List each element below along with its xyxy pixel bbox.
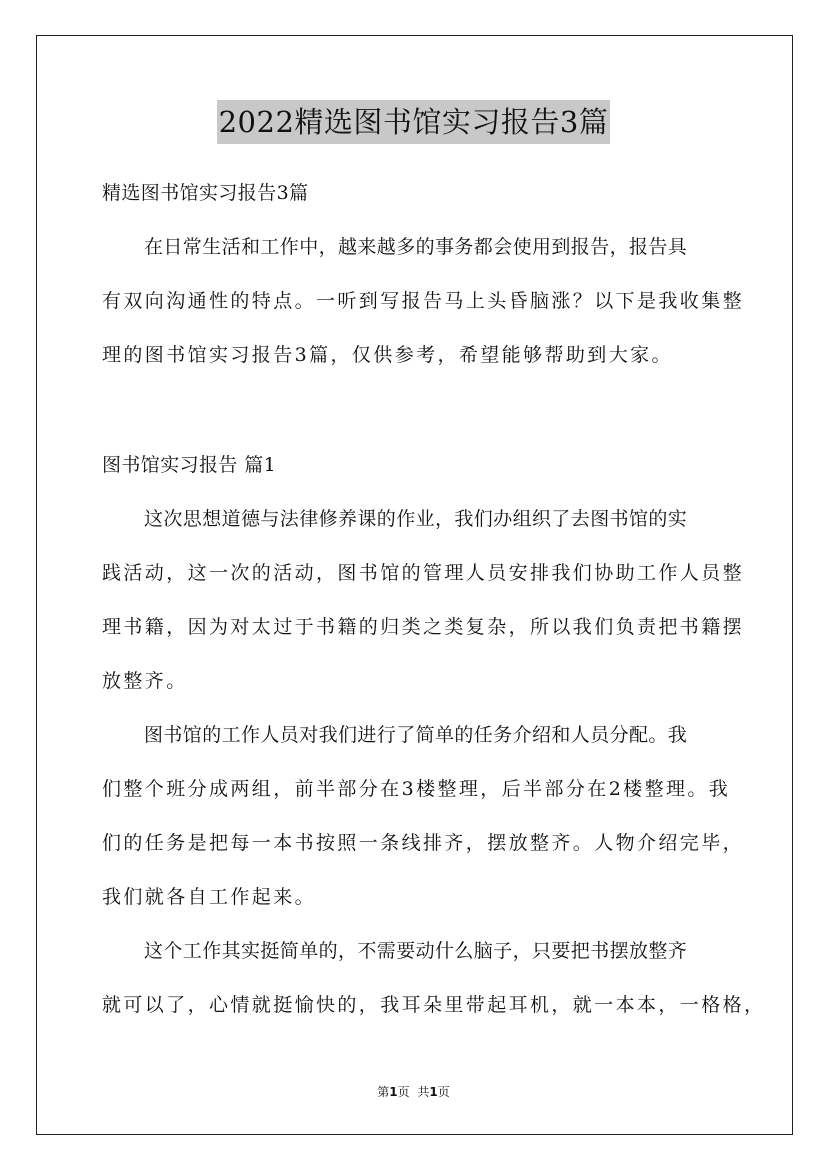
page-label-suffix: 页 [397, 1085, 410, 1099]
paragraph1-line-1: 这次思想道德与法律修养课的作业，我们办组织了去图书馆的实 [144, 508, 688, 530]
paragraph1-line-3: 理书籍，因为对太过于书籍的归类之类复杂，所以我们负责把书籍摆 [102, 616, 745, 638]
paragraph2-line-2: 们整个班分成两组，前半部分在3楼整理，后半部分在2楼整理。我 [102, 778, 731, 800]
section-heading: 图书馆实习报告 篇1 [102, 454, 277, 476]
intro-line-1: 在日常生活和工作中，越来越多的事务都会使用到报告，报告具 [144, 236, 688, 258]
total-suffix: 页 [437, 1085, 450, 1099]
paragraph1-line-4: 放整齐。 [102, 670, 188, 692]
total-prefix: 共 [417, 1085, 430, 1099]
paragraph1-line-2: 践活动，这一次的活动，图书馆的管理人员安排我们协助工作人员整 [102, 562, 745, 584]
document-title: 2022精选图书馆实习报告3篇 [217, 100, 611, 144]
title-container [0, 100, 827, 144]
paragraph3-line-2: 就可以了，心情就挺愉快的，我耳朵里带起耳机，就一本本，一格格， [102, 994, 766, 1016]
paragraph2-line-3: 们的任务是把每一本书按照一条线排齐，摆放整齐。人物介绍完毕， [102, 832, 745, 854]
page-number: 1 [389, 1085, 398, 1099]
paragraph2-line-4: 我们就各自工作起来。 [102, 886, 317, 908]
document-subtitle: 精选图书馆实习报告3篇 [102, 182, 309, 204]
intro-line-3: 理的图书馆实习报告3篇，仅供参考，希望能够帮助到大家。 [102, 344, 673, 366]
paragraph3-line-1: 这个工作其实挺简单的，不需要动什么脑子，只要把书摆放整齐 [144, 940, 688, 962]
total-pages: 1 [429, 1085, 438, 1099]
intro-line-2: 有双向沟通性的特点。一听到写报告马上头昏脑涨？以下是我收集整 [102, 290, 745, 312]
page-footer [0, 1083, 827, 1100]
page-label-prefix: 第 [377, 1085, 390, 1099]
paragraph2-line-1: 图书馆的工作人员对我们进行了简单的任务介绍和人员分配。我 [144, 724, 688, 746]
